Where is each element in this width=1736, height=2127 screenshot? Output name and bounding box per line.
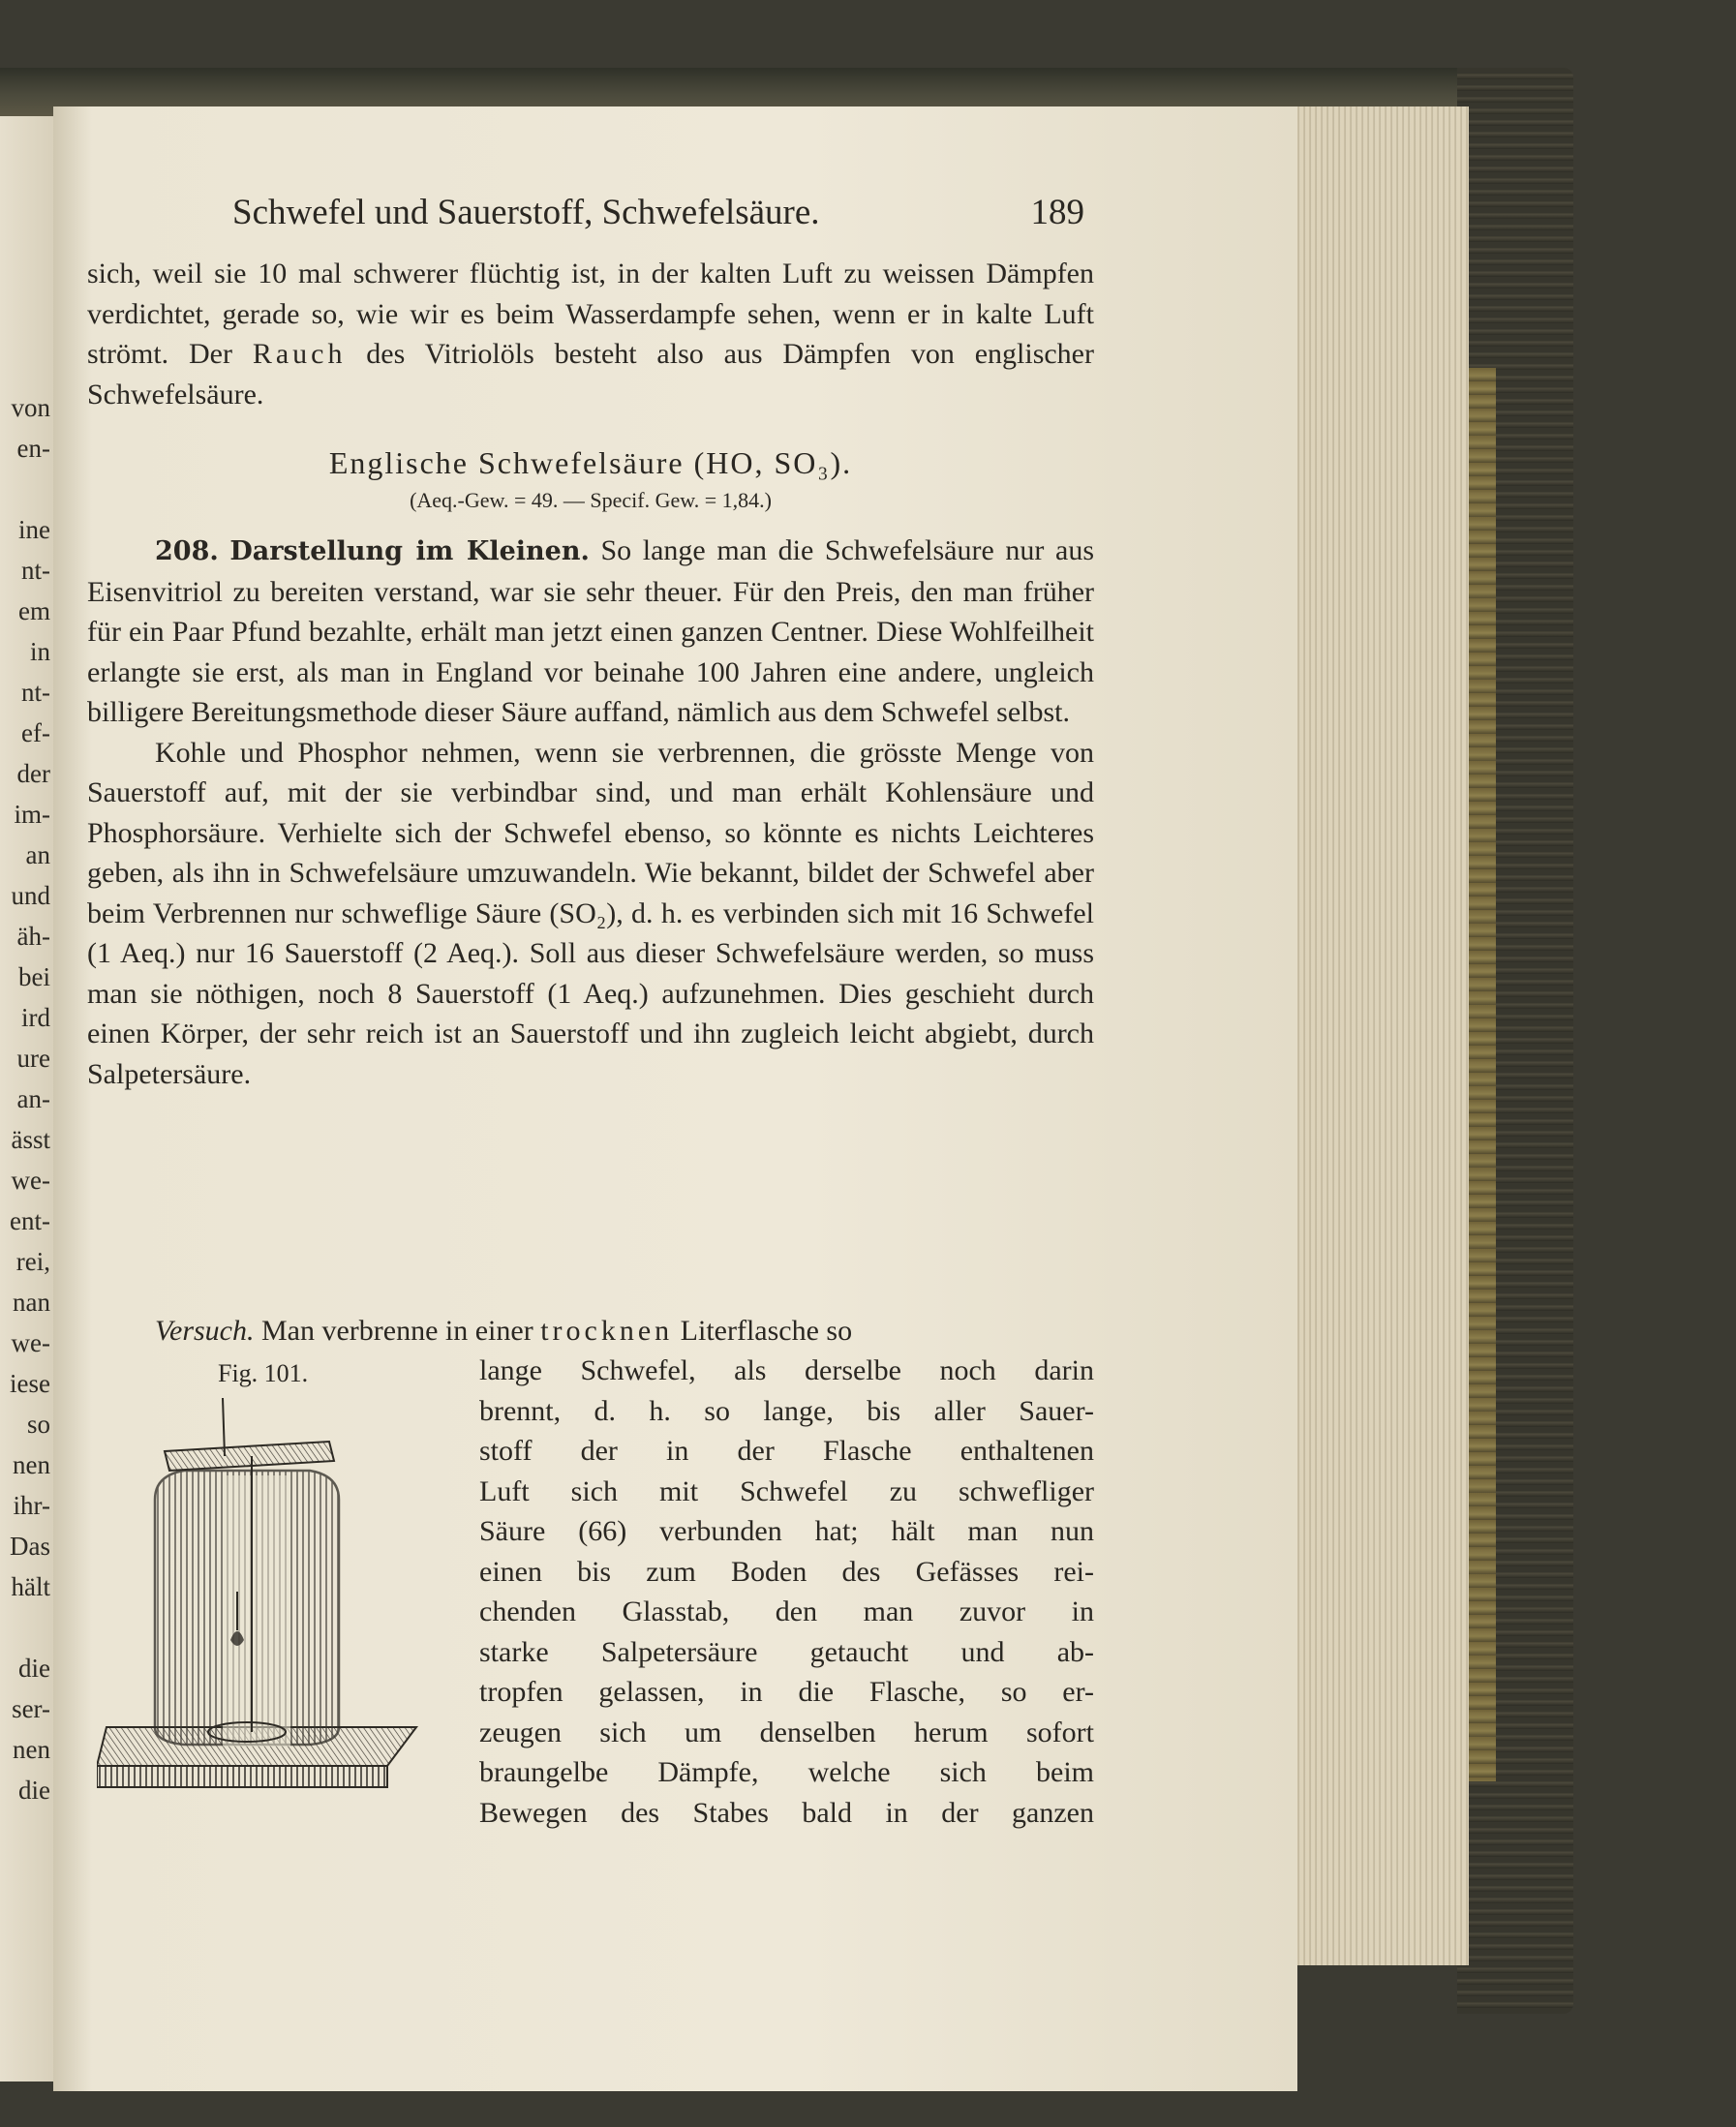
experiment-line: Bewegen des Stabes bald in der ganzen xyxy=(479,1796,1094,1829)
left-page-fragments xyxy=(0,387,50,1839)
compound-heading: Englische Schwefelsäure (HO, SO₃). xyxy=(328,445,853,480)
left-fragment: so xyxy=(26,1410,50,1439)
left-fragment: hält xyxy=(11,1572,50,1601)
left-fragment: ef- xyxy=(21,718,50,747)
left-fragment xyxy=(0,469,50,509)
experiment-line: lange Schwefel, als derselbe noch darin xyxy=(479,1354,1094,1386)
figure-label: Fig. 101. xyxy=(218,1359,309,1387)
paragraph-continuation xyxy=(87,254,1094,414)
experiment-line: Luft sich mit Schwefel zu schwefliger xyxy=(479,1474,1094,1507)
paragraph-3: Kohle und Phosphor nehmen, wenn sie verbrennen, die grösste Menge von Sauerstoff auf, mit der sie verbindbar sind, und man erhält Kohlensäure und Phosphorsäure. Verhielte sich der Schwefel ebenso, so könnte es nichts Leichteres geben, als ihn in Schwefelsäure umzuwandeln. Wie bekannt, bildet der Schwefel aber beim Verbrennen nur schweflige Säure (SO₂), d. h. es verbinden sich mit 16 Schwefel (1 Aeq.) nur 16 Sauerstoff (2 Aeq.). Soll aus dieser Schwefelsäure werden, so muss man sie nöthigen, noch 8 Sauerstoff (1 Aeq.) aufzunehmen. Dies geschieht durch einen Körper, der sehr reich ist an Sauerstoff und ihn zugleich leicht abgiebt, durch Salpetersäure. xyxy=(87,736,1094,1090)
left-fragment: ser- xyxy=(12,1694,50,1723)
left-fragment: im- xyxy=(14,800,50,829)
book-spine-band xyxy=(1467,368,1496,1781)
left-fragment: we- xyxy=(11,1328,50,1357)
body-text xyxy=(87,254,1094,1094)
page-number: 189 xyxy=(1030,193,1084,232)
left-fragment: en- xyxy=(16,434,50,463)
left-fragment: nen xyxy=(13,1735,50,1764)
left-fragment xyxy=(0,1607,50,1648)
experiment-line: tropfen gelassen, in die Flasche, so er- xyxy=(479,1676,1094,1708)
experiment-block xyxy=(87,1311,1094,1834)
left-fragment: Das xyxy=(10,1532,50,1561)
experiment-line: braungelbe Dämpfe, welche sich beim xyxy=(479,1756,1094,1788)
running-header xyxy=(232,192,1084,242)
left-fragment: von xyxy=(11,393,50,422)
experiment-first-line xyxy=(87,1311,1094,1352)
experiment-label: Versuch. xyxy=(155,1315,255,1347)
left-fragment: der xyxy=(16,759,50,788)
experiment-line: Säure (66) verbunden hat; hält man nun xyxy=(479,1515,1094,1547)
page-edges xyxy=(1293,106,1469,1965)
left-fragment: ure xyxy=(16,1044,50,1073)
left-fragment: nen xyxy=(13,1450,50,1479)
paragraph-1-text: sich, weil sie 10 mal schwerer flüchtig ist, in der kalten Luft zu weissen Dämpfen verdichtet, gerade so, wie wir es beim Wasserdampfe sehen, wenn er in kalte Luft strömt. Der xyxy=(87,258,1094,370)
experiment-emphasis: trocknen xyxy=(540,1315,674,1347)
left-fragment: we- xyxy=(11,1166,50,1195)
left-fragment: nt- xyxy=(21,556,50,585)
compound-properties: (Aeq.-Gew. = 49. — Specif. Gew. = 1,84.) xyxy=(410,488,772,512)
left-fragment: ine xyxy=(18,515,50,544)
paragraph-1-emphasis: Rauch xyxy=(252,338,347,370)
left-fragment: ent- xyxy=(10,1206,50,1235)
left-fragment: ird xyxy=(21,1003,50,1032)
experiment-line: brennt, d. h. so lange, bis aller Sauer- xyxy=(479,1394,1094,1427)
paragraph-2-text: So lange man die Schwefelsäure nur aus Eisenvitriol zu bereiten verstand, war sie sehr theuer. Für den Preis, den man früher für ein Paar Pfund bezahlte, erhält man jetzt einen ganzen Centner. Diese Wohlfeilheit erlangte sie erst, als man in England vor beinahe 100 Jahren eine andere, ungleich billigere Bereitungsmethode dieser Säure auffand, nämlich aus dem Schwefel selbst. xyxy=(87,534,1095,728)
left-fragment: rei, xyxy=(15,1247,50,1276)
section-number: 208. xyxy=(155,536,219,566)
left-fragment: äh- xyxy=(16,922,50,951)
left-fragment: iese xyxy=(10,1369,50,1398)
section-title: Darstellung im Kleinen. xyxy=(229,536,590,566)
experiment-line-b: Literflasche so xyxy=(673,1315,853,1347)
left-fragment: die xyxy=(18,1776,50,1805)
experiment-line-a: Man verbrenne in einer xyxy=(254,1315,541,1347)
left-fragment: em xyxy=(18,596,50,625)
experiment-line: zeugen sich um denselben herum sofort xyxy=(479,1716,1094,1748)
experiment-line: starke Salpetersäure getaucht und ab- xyxy=(479,1635,1094,1668)
experiment-line: chenden Glasstab, den man zuvor in xyxy=(479,1595,1094,1627)
left-fragment: ässt xyxy=(11,1125,50,1154)
left-fragment: an xyxy=(25,840,50,869)
flask-illustration xyxy=(97,1398,436,1824)
left-fragment: nt- xyxy=(21,678,50,707)
paragraph-1-end: des Vitriolöls besteht also aus Dämpfen von englischer Schwefelsäure. xyxy=(87,338,1094,410)
left-fragment: und xyxy=(11,881,50,910)
left-fragment: in xyxy=(29,637,50,666)
experiment-line: stoff der in der Flasche enthaltenen xyxy=(479,1435,1094,1467)
header-title: Schwefel und Sauerstoff, Schwefelsäure. xyxy=(232,193,820,232)
experiment-text xyxy=(479,1351,1094,1833)
left-fragment: die xyxy=(18,1654,50,1683)
left-fragment: an- xyxy=(16,1084,50,1113)
section-208-paragraph xyxy=(87,531,1094,733)
left-fragment: ihr- xyxy=(13,1491,50,1520)
experiment-line: einen bis zum Boden des Gefässes rei- xyxy=(479,1555,1094,1588)
left-fragment: nan xyxy=(13,1288,50,1317)
left-fragment: bei xyxy=(18,962,50,991)
